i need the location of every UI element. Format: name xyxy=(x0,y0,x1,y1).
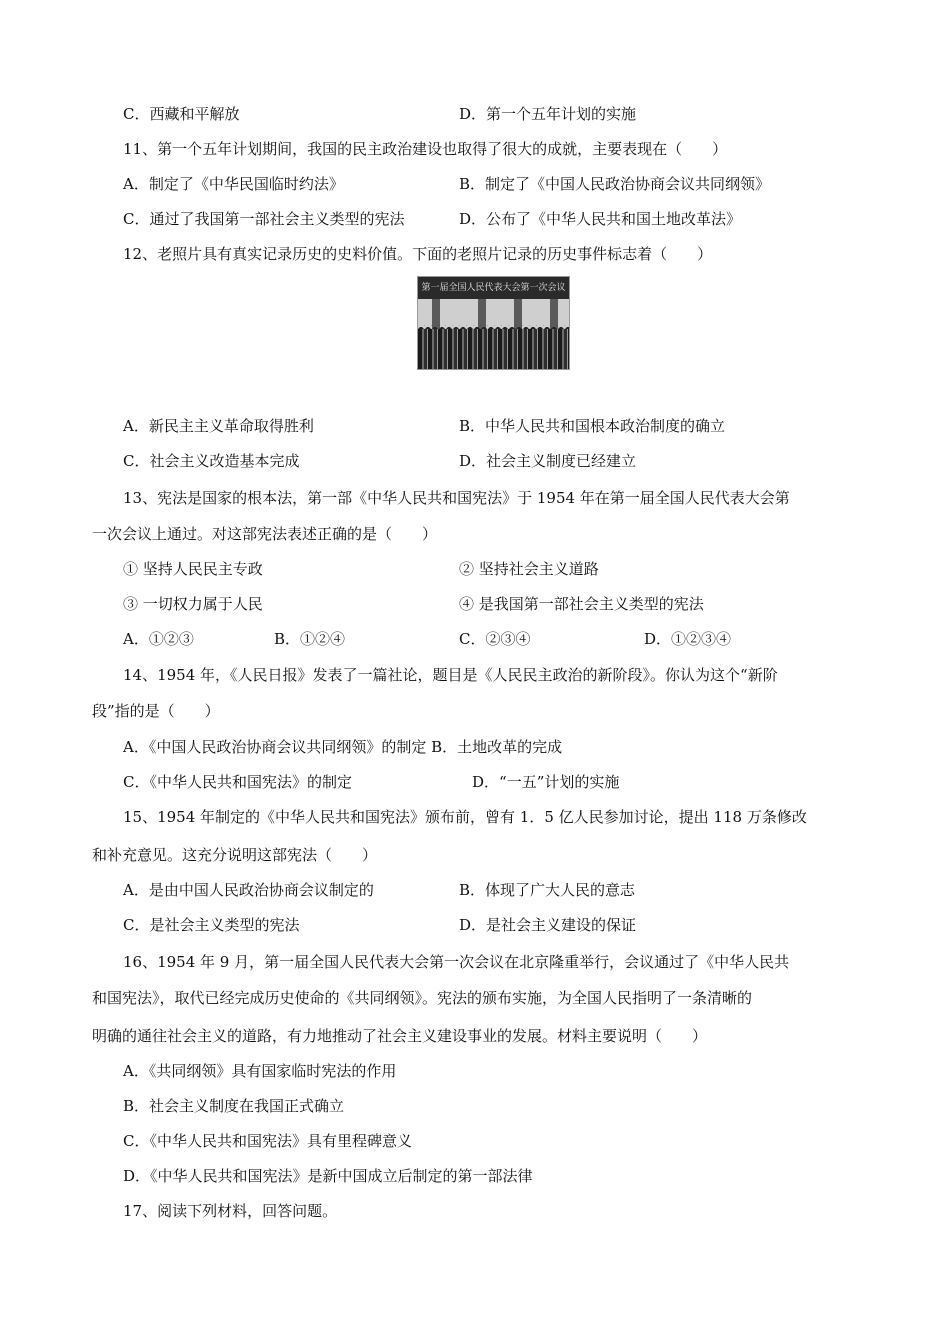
photo-banner-text: 第一届全国人民代表大会第一次会议 xyxy=(418,277,569,299)
text-line: D．《中华人民共和国宪法》是新中国成立后制定的第一部法律 xyxy=(123,1167,533,1185)
text-line: B．社会主义制度在我国正式确立 xyxy=(123,1097,345,1115)
photo-crowd xyxy=(418,329,569,369)
text-line: 15、1954 年制定的《中华人民共和国宪法》颁布前，曾有 1．5 亿人民参加讨论，提出 118 万条修改 xyxy=(123,808,807,826)
text-line: 14、1954 年，《人民日报》发表了一篇社论，题目是《人民民主政治的新阶段》。你认为这个“新阶 xyxy=(123,666,778,684)
text-line: 17、阅读下列材料，回答问题。 xyxy=(123,1202,338,1220)
text-line: A．是由中国人民政治协商会议制定的 xyxy=(123,881,374,899)
text-line: 明确的通往社会主义的道路，有力地推动了社会主义建设事业的发展。材料主要说明（ ） xyxy=(92,1027,708,1045)
text-line: A．新民主主义革命取得胜利 xyxy=(123,417,314,435)
text-line: D．公布了《中华人民共和国土地改革法》 xyxy=(459,210,742,228)
text-line: A．①②③ xyxy=(123,630,194,648)
text-line: D．第一个五年计划的实施 xyxy=(459,105,637,123)
text-line: A．《共同纲领》具有国家临时宪法的作用 xyxy=(123,1062,397,1080)
text-line: B．中华人民共和国根本政治制度的确立 xyxy=(459,417,726,435)
text-line: C．《中华人民共和国宪法》的制定 xyxy=(123,773,352,791)
text-line: 一次会议上通过。对这部宪法表述正确的是（ ） xyxy=(92,525,438,543)
text-line: 13、宪法是国家的根本法，第一部《中华人民共和国宪法》于 1954 年在第一届全国人民代表大会第 xyxy=(123,489,790,507)
text-line: C．是社会主义类型的宪法 xyxy=(123,916,300,934)
text-line: C．《中华人民共和国宪法》具有里程碑意义 xyxy=(123,1132,412,1150)
text-line: 和补充意见。这充分说明这部宪法（ ） xyxy=(92,846,378,864)
text-line: ② 坚持社会主义道路 xyxy=(459,560,599,578)
text-line: C．通过了我国第一部社会主义类型的宪法 xyxy=(123,210,405,228)
text-line: 和国宪法》，取代已经完成历史使命的《共同纲领》。宪法的颁布实施，为全国人民指明了一条清晰的 xyxy=(92,989,753,1007)
text-line: B．体现了广大人民的意志 xyxy=(459,881,636,899)
text-line: ④ 是我国第一部社会主义类型的宪法 xyxy=(459,595,704,613)
text-line: ① 坚持人民民主专政 xyxy=(123,560,263,578)
text-line: C．②③④ xyxy=(459,630,531,648)
text-line: D．①②③④ xyxy=(644,630,732,648)
text-line: B．①②④ xyxy=(274,630,346,648)
text-line: A．《中国人民政治协商会议共同纲领》的制定 B．土地改革的完成 xyxy=(123,738,563,756)
text-line: D．“一五”计划的实施 xyxy=(472,773,620,791)
text-line: D．是社会主义建设的保证 xyxy=(459,916,637,934)
text-line: A．制定了《中华民国临时约法》 xyxy=(123,175,344,193)
text-line: 段”指的是（ ） xyxy=(92,702,220,720)
text-line: 16、1954 年 9 月，第一届全国人民代表大会第一次会议在北京隆重举行，会议通过了《中华人民共 xyxy=(123,953,790,971)
historical-photo-npc-session xyxy=(417,276,570,370)
text-line: ③ 一切权力属于人民 xyxy=(123,595,263,613)
text-line: D．社会主义制度已经建立 xyxy=(459,452,637,470)
text-line: C．社会主义改造基本完成 xyxy=(123,452,300,470)
text-line: 12、老照片具有真实记录历史的史料价值。下面的老照片记录的历史事件标志着（ ） xyxy=(123,245,713,263)
text-line: B．制定了《中国人民政治协商会议共同纲领》 xyxy=(459,175,771,193)
text-line: 11、第一个五年计划期间，我国的民主政治建设也取得了很大的成就，主要表现在（ ） xyxy=(123,140,728,158)
text-line: C．西藏和平解放 xyxy=(123,105,240,123)
